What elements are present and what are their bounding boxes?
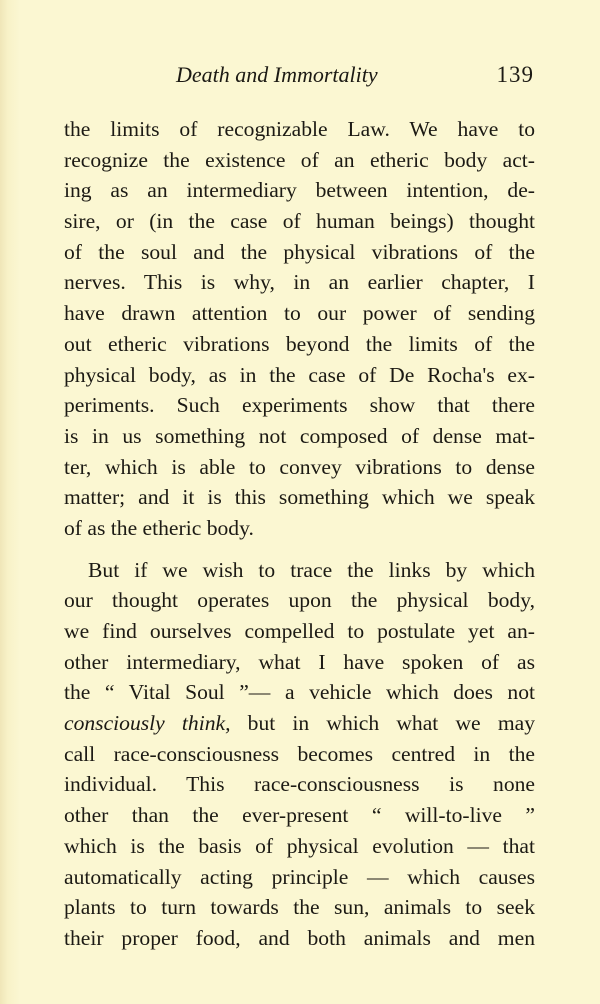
text-segment: matter; and it is this something which we speak [64, 485, 535, 510]
text-segment: their proper food, and both animals and men [64, 925, 535, 950]
text-segment: but in which what we may [230, 711, 535, 736]
text-line [64, 513, 535, 544]
text-segment: our thought operates upon the physical body, [64, 588, 535, 613]
text-line [64, 831, 535, 862]
text-segment: ter, which is able to convey vibrations to dense [64, 454, 535, 479]
text-line [64, 616, 535, 647]
paragraph-gap [64, 544, 535, 555]
text-segment: of as the etheric body. [64, 515, 254, 540]
text-line [64, 482, 535, 513]
text-segment: call race-consciousness becomes centred in the [64, 741, 535, 766]
text-line [64, 390, 535, 421]
text-segment: ing as an intermediary between intention, de- [64, 178, 535, 203]
text-segment: out etheric vibrations beyond the limits of the [64, 331, 535, 356]
text-line [64, 175, 535, 206]
text-segment: But if we wish to trace the links by which [88, 557, 535, 582]
text-segment: recognize the existence of an etheric body act- [64, 147, 535, 172]
text-line [64, 708, 535, 739]
running-title: Death and Immortality [176, 62, 378, 87]
text-segment: automatically acting principle — which causes [64, 864, 535, 889]
text-line [64, 206, 535, 237]
text-line [64, 114, 535, 145]
text-line [64, 298, 535, 329]
page-number: 139 [496, 62, 534, 87]
text-line [64, 329, 535, 360]
text-segment: sire, or (in the case of human beings) thought [64, 209, 535, 234]
text-segment: is in us something not composed of dense mat- [64, 423, 535, 448]
text-line [64, 267, 535, 298]
text-line [64, 892, 535, 923]
text-segment: we find ourselves compelled to postulate yet an- [64, 619, 535, 643]
text-segment: of the soul and the physical vibrations of the [64, 239, 535, 264]
text-segment: the limits of recognizable Law. We have to [64, 117, 535, 141]
text-segment: which is the basis of physical evolution — that [64, 833, 535, 858]
text-segment: periments. Such experiments show that there [64, 393, 535, 418]
text-line [64, 421, 535, 452]
paragraph [64, 555, 535, 954]
text-line [64, 677, 535, 708]
text-segment: physical body, as in the case of De Rocha's ex- [64, 362, 535, 387]
italic-text: consciously think, [64, 711, 231, 736]
text-line [64, 800, 535, 831]
text-line [64, 145, 535, 176]
text-line [64, 360, 535, 391]
text-segment: other than the ever-present “ will-to-live ” [64, 803, 535, 828]
running-header [64, 62, 534, 92]
text-segment: individual. This race-consciousness is none [64, 772, 535, 797]
text-line [64, 452, 535, 483]
text-line [64, 769, 535, 800]
text-line [64, 862, 535, 893]
paragraph [64, 114, 535, 544]
text-line [64, 647, 535, 678]
text-segment: nerves. This is why, in an earlier chapter, I [64, 270, 535, 295]
text-line [64, 585, 535, 616]
text-segment: the “ Vital Soul ”— a vehicle which does not [64, 680, 535, 705]
text-line [64, 555, 535, 586]
text-line [64, 739, 535, 770]
text-segment: plants to turn towards the sun, animals to seek [64, 895, 535, 920]
body-text [64, 114, 535, 954]
text-segment: have drawn attention to our power of sending [64, 301, 535, 326]
text-segment: other intermediary, what I have spoken of as [64, 649, 535, 674]
text-line [64, 923, 535, 954]
text-line [64, 237, 535, 268]
